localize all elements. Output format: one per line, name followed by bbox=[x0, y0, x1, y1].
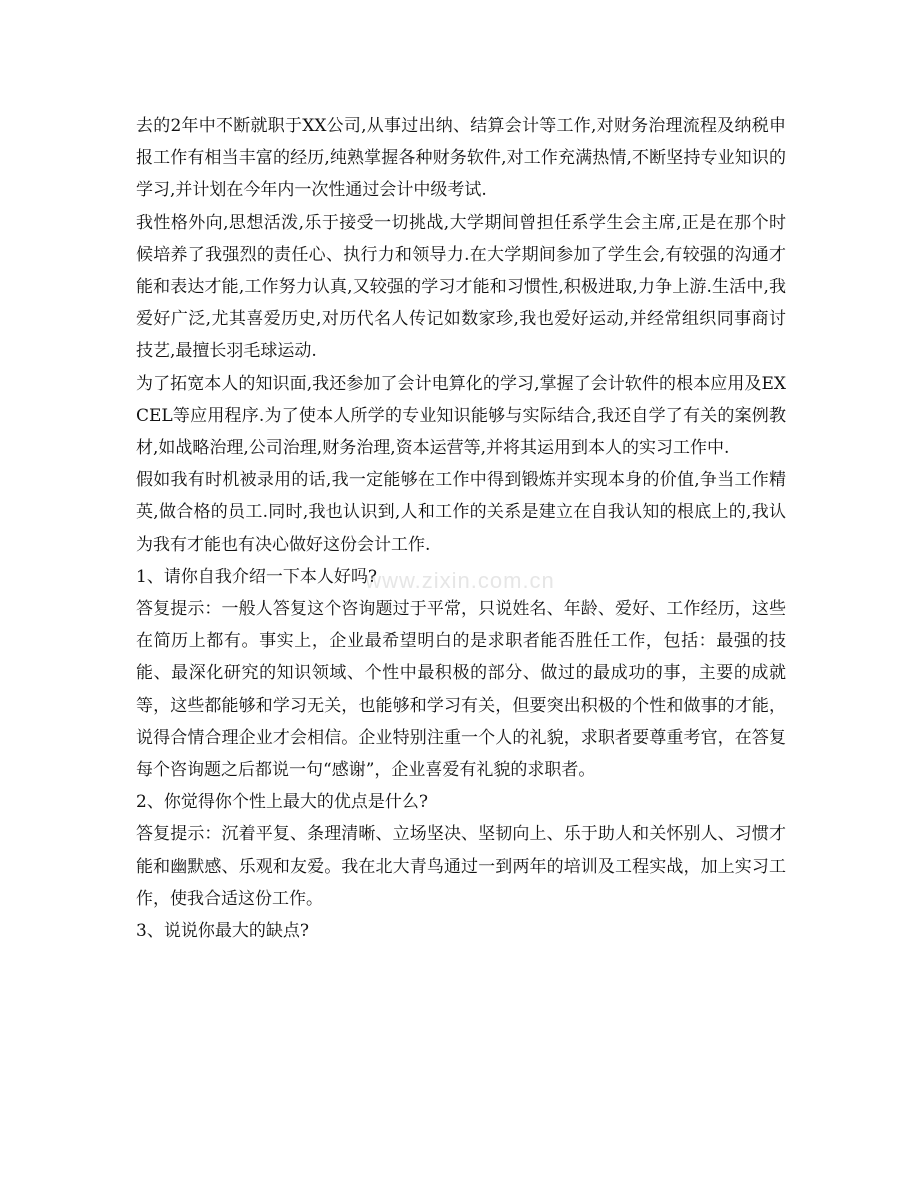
watermark-text: www.zixin.com.cn bbox=[365, 568, 555, 593]
paragraph-work-experience: 去的2年中不断就职于XX公司,从事过出纳、结算会计等工作,对财务治理流程及纳税申报工作有相当丰富的经历,纯熟掌握各种财务软件,对工作充满热情,不断坚持专业知识的学习,并计划在今年内一次性通过会计中级考试. bbox=[136, 116, 786, 201]
paragraph-personality: 我性格外向,思想活泼,乐于接受一切挑战,大学期间曾担任系学生会主席,正是在那个时候培养了我强烈的责任心、执行力和领导力.在大学期间参加了学生会,有较强的沟通才能和表达才能,工作努力认真,又较强的学习才能和习惯性,积极进取,力争上游.生活中,我爱好广泛,尤其喜爱历史,对历代名人传记如数家珍,我也爱好运动,并经常组织同事商讨技艺,最擅长羽毛球运动. bbox=[136, 212, 786, 362]
answer-1-tip: 答复提示：一般人答复这个咨询题过于平常，只说姓名、年龄、爱好、工作经历，这些在简历上都有。事实上，企业最希望明白的是求职者能否胜任工作，包括：最强的技能、最深化研究的知识领域、个性中最积极的部分、做过的最成功的事，主要的成就等，这些都能够和学习无关，也能够和学习有关，但要突出积极的个性和做事的才能，说得合情合理企业才会相信。企业特别注重一个人的礼貌，求职者要尊重考官，在答复每个咨询题之后都说一句“感谢”，企业喜爱有礼貌的求职者。 bbox=[136, 599, 786, 781]
paragraph-knowledge: 为了拓宽本人的知识面,我还参加了会计电算化的学习,掌握了会计软件的根本应用及EXCEL等应用程序.为了使本人所学的专业知识能够与实际结合,我还自学了有关的案例教材,如战略治理,公司治理,财务治理,资本运营等,并将其运用到本人的实习工作中. bbox=[136, 373, 786, 459]
question-3-heading: 3、说说你最大的缺点? bbox=[136, 921, 309, 942]
answer-2-tip: 答复提示：沉着平复、条理清晰、立场坚决、坚韧向上、乐于助人和关怀别人、习惯才能和幽默感、乐观和友爱。我在北大青鸟通过一到两年的培训及工程实战，加上实习工作，使我合适这份工作。 bbox=[136, 824, 786, 909]
paragraph-hire-statement: 假如我有时机被录用的话,我一定能够在工作中得到锻炼并实现本身的价值,争当工作精英,做合格的员工.同时,我也认识到,人和工作的关系是建立在自我认知的根底上的,我认为我有才能也有决心做好这份会计工作. bbox=[136, 470, 786, 555]
document-body bbox=[136, 110, 786, 947]
question-2-heading: 2、你觉得你个性上最大的优点是什么? bbox=[136, 792, 428, 813]
question-1-heading: 1、请你自我介绍一下本人好吗? bbox=[136, 566, 377, 587]
